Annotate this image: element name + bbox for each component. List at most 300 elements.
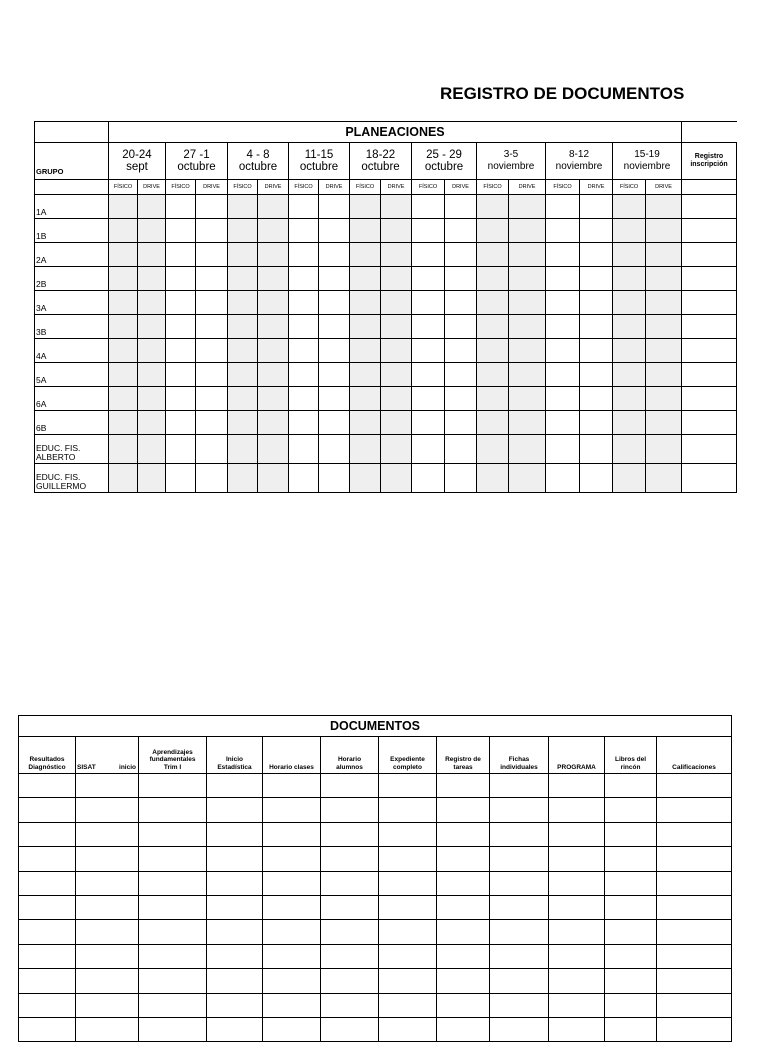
document-cell[interactable] bbox=[549, 822, 605, 846]
check-cell[interactable] bbox=[138, 464, 166, 493]
check-cell[interactable] bbox=[412, 195, 445, 219]
check-cell[interactable] bbox=[138, 267, 166, 291]
document-cell[interactable] bbox=[76, 920, 139, 944]
check-cell[interactable] bbox=[580, 195, 613, 219]
check-cell[interactable] bbox=[166, 243, 196, 267]
document-cell[interactable] bbox=[549, 969, 605, 993]
check-cell[interactable] bbox=[289, 339, 319, 363]
document-cell[interactable] bbox=[549, 944, 605, 968]
check-cell[interactable] bbox=[412, 387, 445, 411]
document-cell[interactable] bbox=[437, 774, 490, 798]
check-cell[interactable] bbox=[289, 464, 319, 493]
document-cell[interactable] bbox=[549, 871, 605, 895]
document-cell[interactable] bbox=[605, 822, 657, 846]
document-cell[interactable] bbox=[263, 798, 321, 822]
document-cell[interactable] bbox=[139, 993, 207, 1017]
check-cell[interactable] bbox=[546, 464, 580, 493]
document-cell[interactable] bbox=[76, 798, 139, 822]
document-cell[interactable] bbox=[657, 920, 732, 944]
check-cell[interactable] bbox=[477, 267, 509, 291]
document-cell[interactable] bbox=[19, 847, 76, 871]
check-cell[interactable] bbox=[580, 339, 613, 363]
document-cell[interactable] bbox=[605, 993, 657, 1017]
check-cell[interactable] bbox=[350, 435, 381, 464]
check-cell[interactable] bbox=[196, 195, 228, 219]
registro-cell[interactable] bbox=[682, 363, 737, 387]
document-cell[interactable] bbox=[379, 822, 437, 846]
document-cell[interactable] bbox=[657, 822, 732, 846]
check-cell[interactable] bbox=[412, 435, 445, 464]
check-cell[interactable] bbox=[509, 267, 546, 291]
document-cell[interactable] bbox=[605, 871, 657, 895]
check-cell[interactable] bbox=[319, 339, 350, 363]
document-cell[interactable] bbox=[76, 895, 139, 919]
check-cell[interactable] bbox=[228, 339, 258, 363]
document-cell[interactable] bbox=[379, 847, 437, 871]
check-cell[interactable] bbox=[509, 464, 546, 493]
document-cell[interactable] bbox=[657, 871, 732, 895]
check-cell[interactable] bbox=[109, 195, 138, 219]
check-cell[interactable] bbox=[228, 291, 258, 315]
check-cell[interactable] bbox=[258, 243, 289, 267]
check-cell[interactable] bbox=[546, 435, 580, 464]
check-cell[interactable] bbox=[509, 387, 546, 411]
check-cell[interactable] bbox=[319, 219, 350, 243]
check-cell[interactable] bbox=[509, 339, 546, 363]
document-cell[interactable] bbox=[207, 944, 263, 968]
check-cell[interactable] bbox=[109, 267, 138, 291]
document-cell[interactable] bbox=[437, 822, 490, 846]
registro-cell[interactable] bbox=[682, 243, 737, 267]
check-cell[interactable] bbox=[319, 464, 350, 493]
document-cell[interactable] bbox=[490, 847, 549, 871]
check-cell[interactable] bbox=[166, 435, 196, 464]
registro-cell[interactable] bbox=[682, 435, 737, 464]
check-cell[interactable] bbox=[228, 411, 258, 435]
document-cell[interactable] bbox=[490, 895, 549, 919]
check-cell[interactable] bbox=[646, 243, 682, 267]
check-cell[interactable] bbox=[477, 435, 509, 464]
check-cell[interactable] bbox=[477, 464, 509, 493]
document-cell[interactable] bbox=[437, 798, 490, 822]
check-cell[interactable] bbox=[258, 411, 289, 435]
document-cell[interactable] bbox=[207, 969, 263, 993]
check-cell[interactable] bbox=[477, 219, 509, 243]
check-cell[interactable] bbox=[196, 291, 228, 315]
check-cell[interactable] bbox=[412, 315, 445, 339]
check-cell[interactable] bbox=[580, 267, 613, 291]
check-cell[interactable] bbox=[646, 387, 682, 411]
check-cell[interactable] bbox=[258, 363, 289, 387]
check-cell[interactable] bbox=[138, 219, 166, 243]
check-cell[interactable] bbox=[613, 411, 646, 435]
document-cell[interactable] bbox=[605, 895, 657, 919]
check-cell[interactable] bbox=[196, 315, 228, 339]
check-cell[interactable] bbox=[319, 267, 350, 291]
document-cell[interactable] bbox=[76, 993, 139, 1017]
document-cell[interactable] bbox=[19, 895, 76, 919]
check-cell[interactable] bbox=[646, 315, 682, 339]
document-cell[interactable] bbox=[657, 969, 732, 993]
check-cell[interactable] bbox=[138, 387, 166, 411]
check-cell[interactable] bbox=[109, 339, 138, 363]
document-cell[interactable] bbox=[19, 871, 76, 895]
check-cell[interactable] bbox=[580, 315, 613, 339]
check-cell[interactable] bbox=[613, 363, 646, 387]
document-cell[interactable] bbox=[605, 944, 657, 968]
check-cell[interactable] bbox=[166, 339, 196, 363]
check-cell[interactable] bbox=[546, 195, 580, 219]
check-cell[interactable] bbox=[613, 464, 646, 493]
document-cell[interactable] bbox=[490, 944, 549, 968]
check-cell[interactable] bbox=[289, 267, 319, 291]
check-cell[interactable] bbox=[546, 219, 580, 243]
check-cell[interactable] bbox=[509, 315, 546, 339]
check-cell[interactable] bbox=[258, 315, 289, 339]
check-cell[interactable] bbox=[350, 411, 381, 435]
check-cell[interactable] bbox=[166, 315, 196, 339]
document-cell[interactable] bbox=[76, 1017, 139, 1041]
document-cell[interactable] bbox=[19, 774, 76, 798]
check-cell[interactable] bbox=[477, 243, 509, 267]
document-cell[interactable] bbox=[207, 920, 263, 944]
check-cell[interactable] bbox=[546, 291, 580, 315]
document-cell[interactable] bbox=[657, 1017, 732, 1041]
check-cell[interactable] bbox=[580, 464, 613, 493]
check-cell[interactable] bbox=[613, 243, 646, 267]
document-cell[interactable] bbox=[76, 847, 139, 871]
document-cell[interactable] bbox=[207, 1017, 263, 1041]
check-cell[interactable] bbox=[258, 435, 289, 464]
document-cell[interactable] bbox=[19, 993, 76, 1017]
check-cell[interactable] bbox=[109, 243, 138, 267]
document-cell[interactable] bbox=[207, 774, 263, 798]
check-cell[interactable] bbox=[350, 387, 381, 411]
check-cell[interactable] bbox=[445, 219, 477, 243]
check-cell[interactable] bbox=[445, 363, 477, 387]
document-cell[interactable] bbox=[490, 920, 549, 944]
document-cell[interactable] bbox=[437, 920, 490, 944]
check-cell[interactable] bbox=[546, 243, 580, 267]
document-cell[interactable] bbox=[490, 871, 549, 895]
check-cell[interactable] bbox=[109, 387, 138, 411]
check-cell[interactable] bbox=[258, 219, 289, 243]
check-cell[interactable] bbox=[646, 339, 682, 363]
check-cell[interactable] bbox=[258, 339, 289, 363]
document-cell[interactable] bbox=[263, 871, 321, 895]
check-cell[interactable] bbox=[196, 387, 228, 411]
check-cell[interactable] bbox=[412, 411, 445, 435]
check-cell[interactable] bbox=[613, 387, 646, 411]
check-cell[interactable] bbox=[445, 339, 477, 363]
document-cell[interactable] bbox=[605, 1017, 657, 1041]
check-cell[interactable] bbox=[109, 219, 138, 243]
document-cell[interactable] bbox=[490, 993, 549, 1017]
document-cell[interactable] bbox=[263, 847, 321, 871]
check-cell[interactable] bbox=[228, 243, 258, 267]
document-cell[interactable] bbox=[263, 969, 321, 993]
check-cell[interactable] bbox=[228, 435, 258, 464]
document-cell[interactable] bbox=[605, 774, 657, 798]
registro-cell[interactable] bbox=[682, 195, 737, 219]
document-cell[interactable] bbox=[263, 822, 321, 846]
check-cell[interactable] bbox=[109, 464, 138, 493]
check-cell[interactable] bbox=[258, 387, 289, 411]
document-cell[interactable] bbox=[139, 944, 207, 968]
check-cell[interactable] bbox=[258, 267, 289, 291]
document-cell[interactable] bbox=[549, 920, 605, 944]
check-cell[interactable] bbox=[289, 195, 319, 219]
document-cell[interactable] bbox=[263, 895, 321, 919]
check-cell[interactable] bbox=[289, 291, 319, 315]
check-cell[interactable] bbox=[509, 243, 546, 267]
check-cell[interactable] bbox=[613, 267, 646, 291]
check-cell[interactable] bbox=[445, 464, 477, 493]
document-cell[interactable] bbox=[657, 895, 732, 919]
registro-cell[interactable] bbox=[682, 315, 737, 339]
check-cell[interactable] bbox=[509, 435, 546, 464]
check-cell[interactable] bbox=[228, 315, 258, 339]
check-cell[interactable] bbox=[228, 267, 258, 291]
check-cell[interactable] bbox=[509, 363, 546, 387]
check-cell[interactable] bbox=[289, 363, 319, 387]
check-cell[interactable] bbox=[196, 243, 228, 267]
check-cell[interactable] bbox=[319, 411, 350, 435]
check-cell[interactable] bbox=[613, 315, 646, 339]
check-cell[interactable] bbox=[166, 267, 196, 291]
document-cell[interactable] bbox=[207, 798, 263, 822]
document-cell[interactable] bbox=[657, 774, 732, 798]
document-cell[interactable] bbox=[19, 822, 76, 846]
document-cell[interactable] bbox=[605, 920, 657, 944]
document-cell[interactable] bbox=[321, 774, 379, 798]
check-cell[interactable] bbox=[445, 267, 477, 291]
document-cell[interactable] bbox=[76, 774, 139, 798]
check-cell[interactable] bbox=[477, 195, 509, 219]
check-cell[interactable] bbox=[477, 339, 509, 363]
document-cell[interactable] bbox=[549, 847, 605, 871]
check-cell[interactable] bbox=[138, 363, 166, 387]
check-cell[interactable] bbox=[289, 387, 319, 411]
check-cell[interactable] bbox=[546, 363, 580, 387]
check-cell[interactable] bbox=[258, 464, 289, 493]
check-cell[interactable] bbox=[412, 291, 445, 315]
check-cell[interactable] bbox=[381, 363, 412, 387]
check-cell[interactable] bbox=[138, 435, 166, 464]
document-cell[interactable] bbox=[490, 969, 549, 993]
check-cell[interactable] bbox=[477, 291, 509, 315]
check-cell[interactable] bbox=[166, 195, 196, 219]
document-cell[interactable] bbox=[263, 944, 321, 968]
document-cell[interactable] bbox=[657, 847, 732, 871]
document-cell[interactable] bbox=[437, 895, 490, 919]
check-cell[interactable] bbox=[350, 267, 381, 291]
check-cell[interactable] bbox=[445, 195, 477, 219]
check-cell[interactable] bbox=[646, 435, 682, 464]
check-cell[interactable] bbox=[580, 411, 613, 435]
check-cell[interactable] bbox=[109, 315, 138, 339]
document-cell[interactable] bbox=[379, 993, 437, 1017]
check-cell[interactable] bbox=[228, 219, 258, 243]
check-cell[interactable] bbox=[196, 464, 228, 493]
check-cell[interactable] bbox=[546, 411, 580, 435]
document-cell[interactable] bbox=[321, 993, 379, 1017]
document-cell[interactable] bbox=[207, 822, 263, 846]
document-cell[interactable] bbox=[437, 944, 490, 968]
check-cell[interactable] bbox=[289, 315, 319, 339]
document-cell[interactable] bbox=[605, 969, 657, 993]
document-cell[interactable] bbox=[379, 969, 437, 993]
check-cell[interactable] bbox=[166, 219, 196, 243]
check-cell[interactable] bbox=[445, 435, 477, 464]
check-cell[interactable] bbox=[580, 243, 613, 267]
check-cell[interactable] bbox=[445, 243, 477, 267]
check-cell[interactable] bbox=[546, 387, 580, 411]
check-cell[interactable] bbox=[613, 339, 646, 363]
document-cell[interactable] bbox=[19, 969, 76, 993]
check-cell[interactable] bbox=[381, 291, 412, 315]
check-cell[interactable] bbox=[580, 387, 613, 411]
check-cell[interactable] bbox=[319, 291, 350, 315]
document-cell[interactable] bbox=[139, 920, 207, 944]
check-cell[interactable] bbox=[381, 435, 412, 464]
check-cell[interactable] bbox=[319, 435, 350, 464]
registro-cell[interactable] bbox=[682, 339, 737, 363]
document-cell[interactable] bbox=[207, 871, 263, 895]
check-cell[interactable] bbox=[381, 411, 412, 435]
document-cell[interactable] bbox=[437, 847, 490, 871]
check-cell[interactable] bbox=[166, 411, 196, 435]
check-cell[interactable] bbox=[196, 411, 228, 435]
check-cell[interactable] bbox=[319, 315, 350, 339]
check-cell[interactable] bbox=[546, 339, 580, 363]
check-cell[interactable] bbox=[289, 243, 319, 267]
check-cell[interactable] bbox=[445, 291, 477, 315]
check-cell[interactable] bbox=[258, 291, 289, 315]
check-cell[interactable] bbox=[646, 464, 682, 493]
check-cell[interactable] bbox=[509, 219, 546, 243]
check-cell[interactable] bbox=[477, 387, 509, 411]
document-cell[interactable] bbox=[76, 969, 139, 993]
check-cell[interactable] bbox=[138, 243, 166, 267]
document-cell[interactable] bbox=[490, 1017, 549, 1041]
check-cell[interactable] bbox=[412, 219, 445, 243]
check-cell[interactable] bbox=[319, 195, 350, 219]
registro-cell[interactable] bbox=[682, 267, 737, 291]
check-cell[interactable] bbox=[319, 387, 350, 411]
check-cell[interactable] bbox=[166, 363, 196, 387]
document-cell[interactable] bbox=[139, 847, 207, 871]
document-cell[interactable] bbox=[490, 774, 549, 798]
check-cell[interactable] bbox=[350, 464, 381, 493]
document-cell[interactable] bbox=[263, 1017, 321, 1041]
check-cell[interactable] bbox=[228, 387, 258, 411]
check-cell[interactable] bbox=[646, 267, 682, 291]
document-cell[interactable] bbox=[379, 895, 437, 919]
document-cell[interactable] bbox=[379, 1017, 437, 1041]
check-cell[interactable] bbox=[228, 464, 258, 493]
registro-cell[interactable] bbox=[682, 411, 737, 435]
check-cell[interactable] bbox=[509, 195, 546, 219]
document-cell[interactable] bbox=[139, 1017, 207, 1041]
check-cell[interactable] bbox=[196, 363, 228, 387]
document-cell[interactable] bbox=[76, 871, 139, 895]
check-cell[interactable] bbox=[477, 363, 509, 387]
document-cell[interactable] bbox=[379, 920, 437, 944]
check-cell[interactable] bbox=[109, 435, 138, 464]
check-cell[interactable] bbox=[445, 315, 477, 339]
check-cell[interactable] bbox=[381, 243, 412, 267]
check-cell[interactable] bbox=[445, 411, 477, 435]
document-cell[interactable] bbox=[139, 895, 207, 919]
check-cell[interactable] bbox=[196, 435, 228, 464]
document-cell[interactable] bbox=[139, 822, 207, 846]
document-cell[interactable] bbox=[490, 822, 549, 846]
document-cell[interactable] bbox=[549, 798, 605, 822]
check-cell[interactable] bbox=[412, 464, 445, 493]
check-cell[interactable] bbox=[613, 435, 646, 464]
check-cell[interactable] bbox=[319, 363, 350, 387]
check-cell[interactable] bbox=[613, 291, 646, 315]
document-cell[interactable] bbox=[549, 774, 605, 798]
check-cell[interactable] bbox=[350, 291, 381, 315]
document-cell[interactable] bbox=[321, 847, 379, 871]
check-cell[interactable] bbox=[580, 435, 613, 464]
check-cell[interactable] bbox=[350, 363, 381, 387]
check-cell[interactable] bbox=[412, 339, 445, 363]
document-cell[interactable] bbox=[437, 871, 490, 895]
document-cell[interactable] bbox=[379, 798, 437, 822]
document-cell[interactable] bbox=[139, 871, 207, 895]
check-cell[interactable] bbox=[580, 219, 613, 243]
check-cell[interactable] bbox=[477, 411, 509, 435]
check-cell[interactable] bbox=[580, 291, 613, 315]
check-cell[interactable] bbox=[613, 219, 646, 243]
registro-cell[interactable] bbox=[682, 464, 737, 493]
check-cell[interactable] bbox=[350, 315, 381, 339]
check-cell[interactable] bbox=[381, 464, 412, 493]
document-cell[interactable] bbox=[549, 895, 605, 919]
check-cell[interactable] bbox=[381, 339, 412, 363]
check-cell[interactable] bbox=[412, 243, 445, 267]
check-cell[interactable] bbox=[381, 387, 412, 411]
check-cell[interactable] bbox=[546, 267, 580, 291]
document-cell[interactable] bbox=[139, 969, 207, 993]
check-cell[interactable] bbox=[228, 195, 258, 219]
document-cell[interactable] bbox=[321, 944, 379, 968]
document-cell[interactable] bbox=[321, 920, 379, 944]
check-cell[interactable] bbox=[613, 195, 646, 219]
check-cell[interactable] bbox=[138, 315, 166, 339]
check-cell[interactable] bbox=[109, 291, 138, 315]
document-cell[interactable] bbox=[437, 969, 490, 993]
document-cell[interactable] bbox=[263, 993, 321, 1017]
document-cell[interactable] bbox=[139, 798, 207, 822]
document-cell[interactable] bbox=[490, 798, 549, 822]
check-cell[interactable] bbox=[546, 315, 580, 339]
document-cell[interactable] bbox=[263, 920, 321, 944]
check-cell[interactable] bbox=[646, 291, 682, 315]
check-cell[interactable] bbox=[138, 411, 166, 435]
check-cell[interactable] bbox=[166, 464, 196, 493]
check-cell[interactable] bbox=[109, 411, 138, 435]
check-cell[interactable] bbox=[646, 195, 682, 219]
check-cell[interactable] bbox=[509, 291, 546, 315]
check-cell[interactable] bbox=[289, 219, 319, 243]
check-cell[interactable] bbox=[166, 387, 196, 411]
check-cell[interactable] bbox=[350, 243, 381, 267]
document-cell[interactable] bbox=[207, 847, 263, 871]
